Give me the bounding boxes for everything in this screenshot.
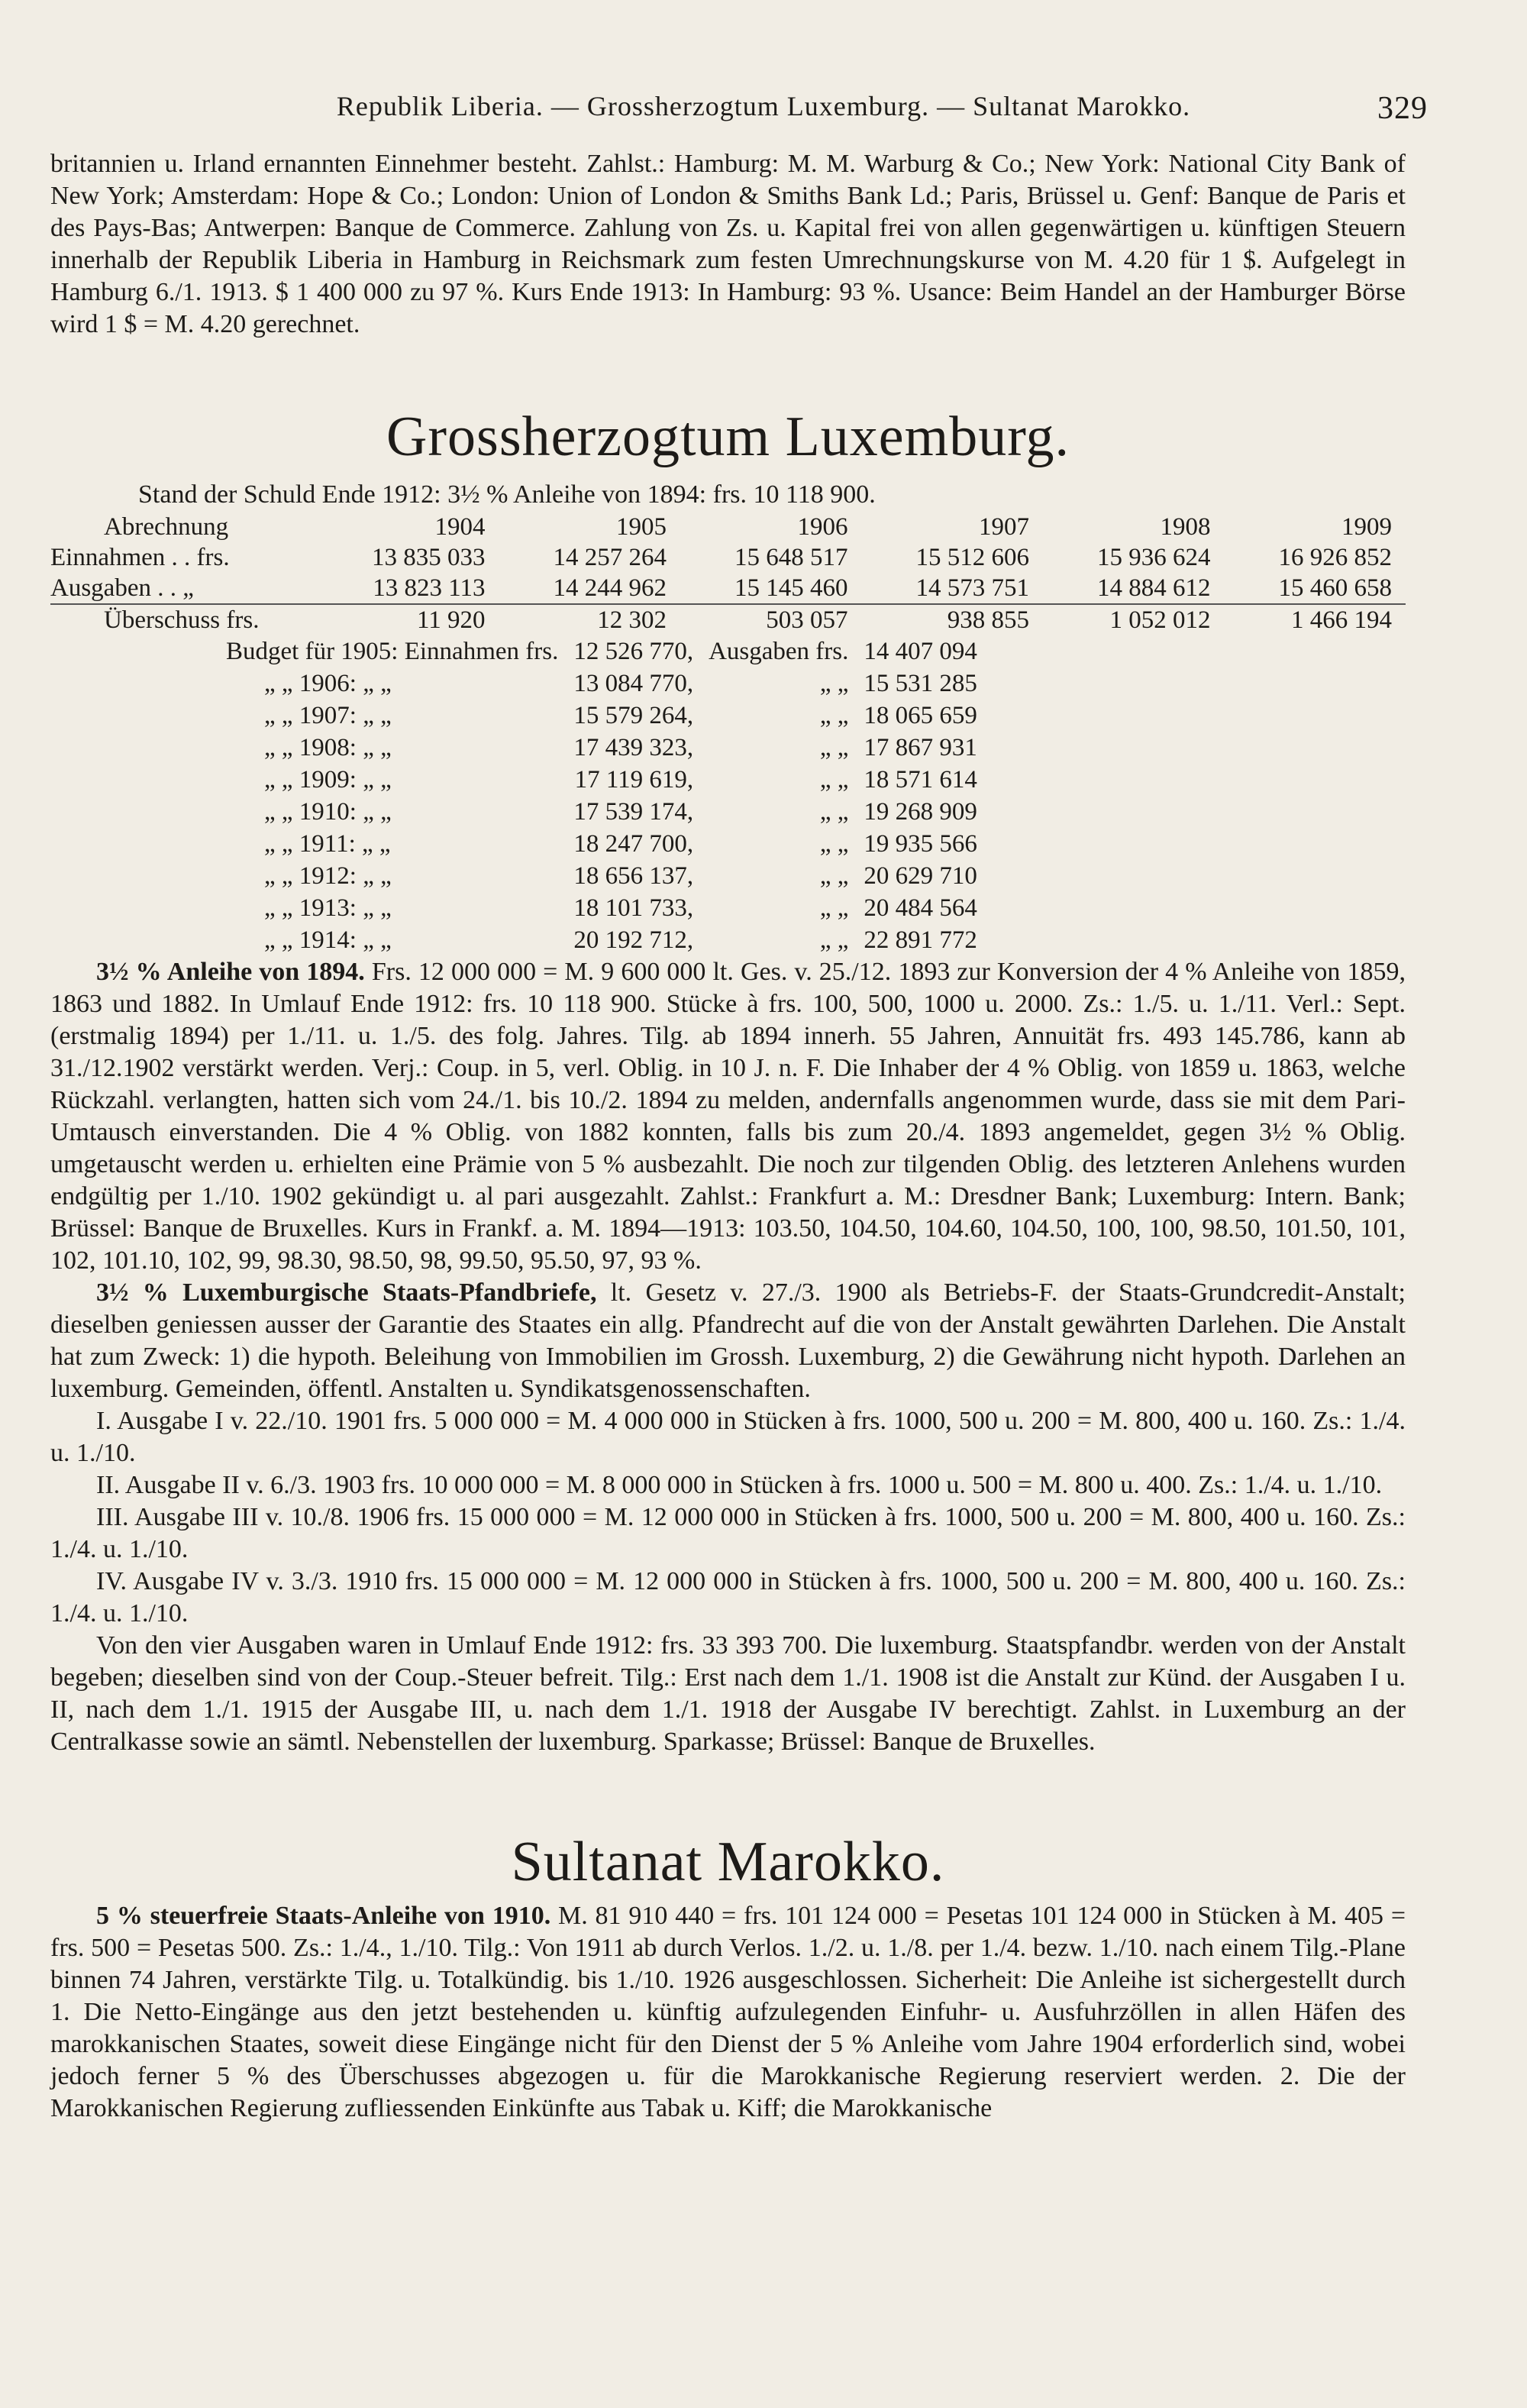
table-cell: 1905 (616, 513, 667, 541)
loan-text: lt. Gesetz v. 27./3. 1900 als Betriebs-F. der Staats-Grundcredit-Anstalt; dieselben geniessen ausser der Garantie des Staates ein allg. Pfandrecht auf die von der Anstalt gewährten Darlehen. Die Anstalt hat zum Zweck: 1) die hypoth. Beleihung von Immobilien im Grossh. Luxemburg, 2) die Gewährung nicht hypoth. Darlehen an luxemburg. Gemeinden, öffentl. Anstalten u. Syndikatsgenossenschaften. (50, 1278, 1406, 1403)
table-cell: 17 867 931 (864, 734, 977, 761)
table-cell: 14 257 264 (553, 544, 667, 571)
table-cell: 503 057 (680, 604, 862, 635)
table-cell: „ „ (819, 862, 849, 890)
table-row (218, 700, 985, 732)
table-cell: 1907 (979, 513, 1029, 541)
table-cell: 13 823 113 (373, 574, 486, 602)
table-cell: 12 302 (499, 604, 681, 635)
table-cell: 18 656 137, (573, 862, 694, 890)
table-cell: 20 484 564 (864, 894, 977, 922)
debt-status-line: Stand der Schuld Ende 1912: 3½ % Anleihe von 1894: frs. 10 118 900. (138, 480, 876, 509)
table-row (218, 892, 985, 924)
table-row (218, 796, 985, 828)
table-cell: 17 539 174, (573, 798, 694, 826)
table-cell: Ausgaben . . „ (50, 574, 194, 602)
table-cell: 18 571 614 (864, 766, 977, 794)
page-content (50, 148, 1406, 2125)
table-cell: 22 891 772 (864, 926, 977, 954)
table-cell: „ „ (819, 734, 849, 761)
table-cell: 17 439 323, (573, 734, 694, 761)
table-row (50, 573, 1406, 604)
table-cell: „ „ 1907: „ „ (264, 702, 392, 729)
loan-text: M. 81 910 440 = frs. 101 124 000 = Pesetas 101 124 000 in Stücken à M. 405 = frs. 500 = Pesetas 500. Zs.: 1./4., 1./10. Tilg.: Von 1911 ab durch Verlos. 1./2. u. 1./8. per 1./4. bezw. 1./10. nach einem Tilg.-Plane binnen 74 Jahren, verstärkte Tilg. u. Totalkündig. bis 1./10. 1926 ausgeschlossen. Sicherheit: Die Anleihe ist sichergestellt durch 1. Die Netto-Eingänge aus den jetzt bestehenden u. künftig aufzulegenden Einfuhr- u. Ausfuhrzöllen in allen Häfen des marokkanischen Staates, soweit diese Eingänge nicht für den Dienst der 5 % Anleihe vom Jahre 1904 erforderlich sind, wobei jedoch ferner 5 % des Überschusses abgezogen u. für die Marokkanische Regierung reserviert werden. 2. Die der Marokkanischen Regierung zufliessenden Einkünfte aus Tabak u. Kiff; die Marokkanische (50, 1902, 1406, 2122)
table-cell: „ „ (819, 926, 849, 954)
table-cell: 1908 (1160, 513, 1211, 541)
table-cell: „ „ (819, 798, 849, 826)
table-cell: 19 935 566 (864, 830, 977, 858)
table-row (218, 860, 985, 892)
running-title: Republik Liberia. — Grossherzogtum Luxemburg. — Sultanat Marokko. (336, 91, 1191, 121)
budget-table (218, 635, 985, 956)
table-cell: 15 648 517 (734, 544, 848, 571)
table-cell: 15 145 460 (734, 574, 848, 602)
table-cell: 16 926 852 (1278, 544, 1392, 571)
table-cell: 1906 (797, 513, 848, 541)
table-cell: „ „ 1909: „ „ (264, 766, 392, 794)
table-cell: 18 247 700, (573, 830, 694, 858)
table-cell: 15 460 658 (1278, 574, 1392, 602)
table-cell: 1909 (1341, 513, 1392, 541)
table-row (218, 732, 985, 764)
table-cell: 15 531 285 (864, 670, 977, 697)
table-cell: 13 084 770, (573, 670, 694, 697)
table-cell: 20 629 710 (864, 862, 977, 890)
table-cell: Abrechnung (104, 513, 229, 541)
table-cell: Ausgaben frs. (709, 638, 849, 665)
table-cell: „ „ (819, 702, 849, 729)
section-title-marokko: Sultanat Marokko. (511, 1831, 945, 1893)
table-cell: „ „ (819, 670, 849, 697)
table-cell: „ „ (819, 894, 849, 922)
table-cell: „ „ (819, 766, 849, 794)
table-row (218, 764, 985, 796)
table-cell: „ „ 1912: „ „ (264, 862, 392, 890)
table-cell: 12 526 770, (573, 638, 694, 665)
table-row (218, 667, 985, 700)
section-title-luxemburg: Grossherzogtum Luxemburg. (386, 406, 1070, 468)
table-cell: 14 573 751 (915, 574, 1029, 602)
table-cell: 11 920 (318, 604, 499, 635)
loan-text: Frs. 12 000 000 = M. 9 600 000 lt. Ges. v. 25./12. 1893 zur Konversion der 4 % Anleihe von 1859, 1863 und 1882. In Umlauf Ende 1912: frs. 10 118 900. Stücke à frs. 100, 500, 1000 u. 2000. Zs.: 1./5. u. 1./11. Verl.: Sept. (erstmalig 1894) per 1./11. u. 1./5. des folg. Jahres. Tilg. ab 1894 innerh. 55 Jahren, Annuität frs. 493 145.786, kann ab 31./12.1902 verstärkt werden. Verj.: Coup. in 5, verl. Oblig. in 10 J. n. F. Die Inhaber der 4 % Oblig. von 1859 u. 1863, welche Rückzahl. verlangten, hatten sich vom 24./1. bis 10./2. 1894 zu melden, andernfalls angenommen wurde, dass sie mit dem Pari-Umtausch einverstanden. Die 4 % Oblig. von 1882 konnten, falls bis zum 20./4. 1893 angemeldet, gegen 3½ % Oblig. umgetauscht werden u. erhielten eine Prämie von 5 % ausbezahlt. Die noch zur tilgenden Oblig. des letzteren Anlehens wurden endgültig per 1./10. 1902 gekündigt u. al pari ausgezahlt. Zahlst.: Frankfurt a. M.: Dresdner Bank; Luxemburg: Intern. Bank; Brüssel: Banque de Bruxelles. Kurs in Frankf. a. M. 1894—1913: 103.50, 104.50, 104.60, 104.50, 100, 100, 98.50, 101.50, 101, 102, 101.10, 102, 99, 98.30, 98.50, 98, 99.50, 95.50, 97, 93 %. (50, 958, 1406, 1275)
table-cell: „ „ 1914: „ „ (264, 926, 392, 954)
table-row (218, 828, 985, 860)
table-row (50, 542, 1406, 573)
table-cell: 15 512 606 (915, 544, 1029, 571)
table-cell: 14 884 612 (1097, 574, 1211, 602)
loan-heading: 3½ % Anleihe von 1894. (96, 958, 365, 986)
table-cell: 19 268 909 (864, 798, 977, 826)
liberia-continuation: britannien u. Irland ernannten Einnehmer besteht. Zahlst.: Hamburg: M. M. Warburg & Co.; New York: National City Bank of New York; Amsterdam: Hope & Co.; London: Union of London & Smiths Bank Ld.; Paris, Brüssel u. Genf: Banque de Paris et des Pays-Bas; Antwerpen: Banque de Commerce. Zahlung von Zs. u. Kapital frei von allen gegenwärtigen u. künftigen Steuern innerhalb der Republik Liberia in Hamburg in Reichsmark zum festen Umrechnungskurse von M. 4.20 für 1 $. Aufgelegt in Hamburg 6./1. 1913. $ 1 400 000 zu 97 %. Kurs Ende 1913: In Hamburg: 93 %. Usance: Beim Handel an der Hamburger Börse wird 1 $ = M. 4.20 gerechnet. (50, 150, 1406, 338)
table-cell: Einnahmen . . frs. (50, 544, 230, 571)
table-cell: Überschuss frs. (50, 604, 318, 635)
table-cell: „ „ 1910: „ „ (264, 798, 392, 826)
table-cell: 1904 (434, 513, 486, 541)
table-cell: 14 407 094 (864, 638, 977, 665)
marokko-loan-paragraph (50, 1900, 1406, 2125)
table-cell: 15 579 264, (573, 702, 694, 729)
table-cell: „ „ (819, 830, 849, 858)
table-cell: „ „ 1908: „ „ (264, 734, 392, 761)
loan-heading: 5 % steuerfreie Staats-Anleihe von 1910. (96, 1902, 551, 1930)
issue-paragraph: II. Ausgabe II v. 6./3. 1903 frs. 10 000 000 = M. 8 000 000 in Stücken à frs. 1000 u. 500 = M. 800 u. 400. Zs.: 1./4. u. 1./10. (96, 1471, 1383, 1499)
table-cell: Budget für 1905: Einnahmen frs. (226, 638, 559, 665)
pfandbriefe-closing-paragraph: Von den vier Ausgaben waren in Umlauf Ende 1912: frs. 33 393 700. Die luxemburg. Staatspfandbr. werden von der Anstalt begeben; dieselben sind von der Coup.-Steuer befreit. Tilg.: Erst nach dem 1./1. 1908 ist die Anstalt zur Künd. der Ausgaben I u. II, nach dem 1./1. 1915 der Ausgabe III, u. nach dem 1./1. 1918 der Ausgabe IV berechtigt. Zahlst. in Luxemburg an der Centralkasse sowie an sämtl. Nebenstellen der luxemburg. Sparkasse; Brüssel: Banque de Bruxelles. (50, 1631, 1406, 1756)
issue-paragraph: IV. Ausgabe IV v. 3./3. 1910 frs. 15 000 000 = M. 12 000 000 in Stücken à frs. 1000, 500 u. 200 = M. 800, 400 u. 160. Zs.: 1./4. u. 1./10. (50, 1567, 1406, 1627)
loan-heading: 3½ % Luxemburgische Staats-Pfandbriefe, (96, 1278, 597, 1307)
table-cell: 20 192 712, (573, 926, 694, 954)
accounts-table (50, 512, 1406, 635)
table-row (218, 924, 985, 956)
table-cell: 18 101 733, (573, 894, 694, 922)
table-cell: 1 052 012 (1043, 604, 1225, 635)
issue-paragraph: I. Ausgabe I v. 22./10. 1901 frs. 5 000 000 = M. 4 000 000 in Stücken à frs. 1000, 500 u. 200 = M. 800, 400 u. 160. Zs.: 1./4. u. 1./10. (50, 1407, 1406, 1467)
table-cell: „ „ 1911: „ „ (264, 830, 391, 858)
table-cell: 14 244 962 (553, 574, 667, 602)
table-cell: 13 835 033 (372, 544, 486, 571)
table-cell: 15 936 624 (1097, 544, 1211, 571)
table-cell: „ „ 1906: „ „ (264, 670, 392, 697)
issue-paragraph: III. Ausgabe III v. 10./8. 1906 frs. 15 000 000 = M. 12 000 000 in Stücken à frs. 1000, 500 u. 200 = M. 800, 400 u. 160. Zs.: 1./4. u. 1./10. (50, 1503, 1406, 1563)
table-cell: 1 466 194 (1225, 604, 1406, 635)
page-header (53, 90, 1474, 136)
table-row (218, 635, 985, 667)
table-cell: 938 855 (862, 604, 1044, 635)
table-row (50, 604, 1406, 635)
table-cell: „ „ 1913: „ „ (264, 894, 392, 922)
loan-1894-paragraph (50, 956, 1406, 1277)
pfandbriefe-paragraph (50, 1277, 1406, 1405)
page-number: 329 (1377, 91, 1428, 126)
table-cell: 18 065 659 (864, 702, 977, 729)
table-row (50, 512, 1406, 542)
table-cell: 17 119 619, (574, 766, 694, 794)
